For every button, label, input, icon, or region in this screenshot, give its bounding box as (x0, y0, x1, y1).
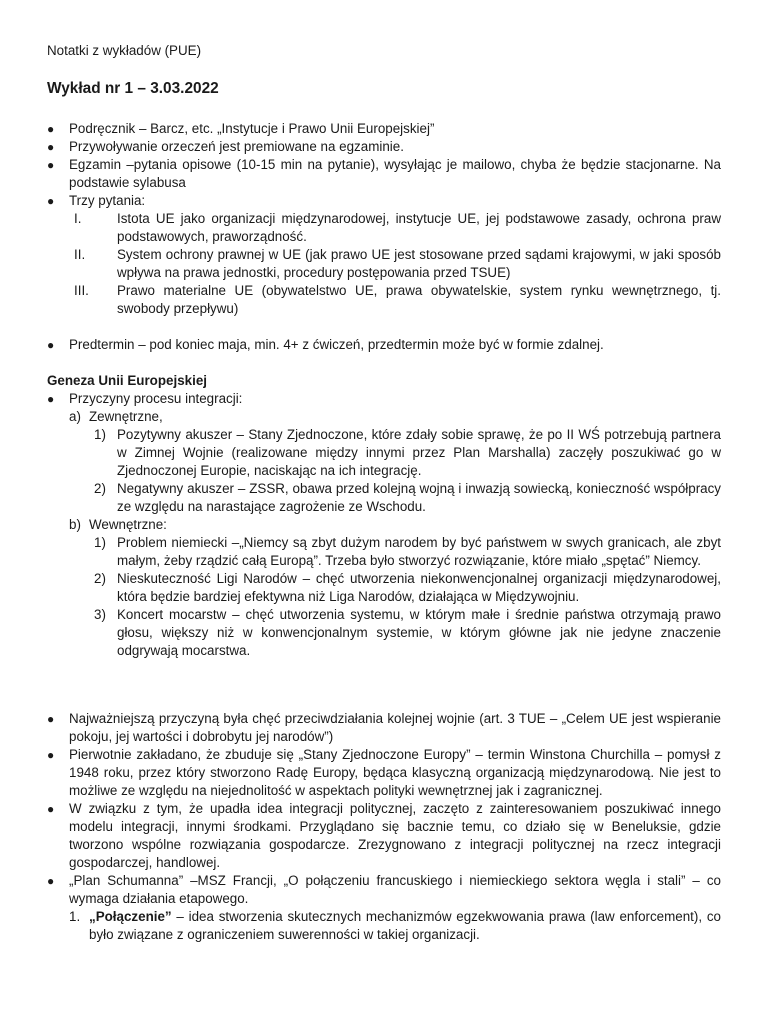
bullet-icon: ● (47, 712, 55, 726)
causes-list (47, 390, 721, 660)
bullet-icon: ● (47, 802, 55, 816)
history-bullet-list (47, 710, 721, 944)
step-item: 1. „Połączenie” – idea stworzenia skutecznych mechanizmów egzekwowania prawa (law enforcement), co było związane z ograniczeniem suwerenności w takiej organizacji. (69, 909, 721, 942)
bullet-icon: ● (47, 194, 55, 208)
predtermin-item: ● Predtermin – pod koniec maja, min. 4+ z ćwiczeń, przedtermin może być w formie zdalnej. (47, 337, 604, 352)
bullet-icon: ● (47, 140, 55, 154)
bullet-icon: ● (47, 158, 55, 172)
list-item: ● Najważniejszą przyczyną była chęć przeciwdziałania kolejnej wojnie (art. 3 TUE – „Celem UE jest wspieranie pokoju, jej wartości i dobrobytu jej narodów”) (47, 711, 721, 744)
question-item: II. System ochrony prawnej w UE (jak prawo UE jest stosowane przed sądami krajowymi, w jaki sposób wpływa na prawa jednostki, procedury postępowania przed TSUE) (74, 247, 721, 280)
list-item: 2) Nieskuteczność Ligi Narodów – chęć utworzenia niekonwencjonalnej organizacji międzynarodowej, która będzie bardziej efektywna niż Liga Narodów, działająca w Międzywojniu. (94, 571, 721, 604)
list-item: 2) Negatywny akuszer – ZSSR, obawa przed kolejną wojną i inwazją sowiecką, konieczność współpracy ze względu na narastające zagrożenie ze Wschodu. (94, 481, 721, 514)
list-item: ● Trzy pytania: (47, 193, 146, 208)
internal-causes: b) Wewnętrzne: (69, 517, 167, 532)
external-causes: a) Zewnętrzne, (69, 409, 163, 424)
list-item: 1) Problem niemiecki –„Niemcy są zbyt dużym narodem by być państwem w swych granicach, ale zbyt małym, żeby rządzić całą Europą”. Trzeba było stworzyć rozwiązanie, które miało „spętać” Niemcy. (94, 535, 721, 568)
list-item: 3) Koncert mocarstw – chęć utworzenia systemu, w którym małe i średnie państwa otrzymają prawo głosu, większy niż w konwencjonalnym systemie, w którym główne jak nie jedyne znaczenie odgrywają mocarstwa. (94, 607, 721, 658)
section-heading: Geneza Unii Europejskiej (47, 373, 207, 388)
list-item: ● Egzamin –pytania opisowe (10-15 min na pytanie), wysyłając je mailowo, chyba że będzie stacjonarne. Na podstawie sylabusa (47, 157, 721, 190)
list-item: ● Pierwotnie zakładano, że zbuduje się „Stany Zjednoczone Europy” – termin Winstona Churchilla – pomysł z 1948 roku, przez który stworzono Radę Europy, będąca klasyczną organizacją międzynarodową. Nie jest to możliwe ze względu na niejednolitość w aspektach polityki wewnętrznej jak i zagranicznej. (47, 747, 721, 798)
intro-bullet-list (47, 120, 721, 318)
lecture-title: Wykład nr 1 – 3.03.2022 (47, 80, 219, 97)
document-header: Notatki z wykładów (PUE) (47, 43, 202, 58)
bullet-icon: ● (47, 874, 55, 888)
bullet-icon: ● (47, 392, 55, 406)
step-term: „Połączenie” (89, 909, 172, 924)
list-item: 1) Pozytywny akuszer – Stany Zjednoczone, które zdały sobie sprawę, że po II WŚ potrzebują partnera w Zimnej Wojnie (realizowane między innymi przez Plan Marshalla) zaczęły poszukiwać go w Zjednoczonej Europie, naciskając na ich integrację. (94, 427, 721, 478)
step-text: – idea stworzenia skutecznych mechanizmów egzekwowania prawa (law enforcement), co było związane z ograniczeniem suwerenności w takiej organizacji. (89, 909, 721, 942)
list-item: ● Podręcznik – Barcz, etc. „Instytucje i Prawo Unii Europejskiej” (47, 121, 435, 136)
bullet-icon: ● (47, 748, 55, 762)
bullet-icon: ● (47, 338, 55, 352)
list-item: ● Przyczyny procesu integracji: (47, 391, 243, 406)
question-item: I. Istota UE jako organizacji międzynarodowej, instytucje UE, jej podstawowe zasady, ochrona praw podstawowych, praworządność. (74, 211, 721, 244)
bullet-icon: ● (47, 122, 55, 136)
list-item: ● Przywoływanie orzeczeń jest premiowane na egzaminie. (47, 139, 404, 154)
list-item: ● „Plan Schumanna” –MSZ Francji, „O połączeniu francuskiego i niemieckiego sektora węgla i stali” – co wymaga działania etapowego. (47, 873, 721, 906)
list-item: ● W związku z tym, że upadła idea integracji politycznej, zaczęto z zainteresowaniem poszukiwać innego modelu integracji, innymi środkami. Przyglądano się bacznie temu, co działo się w Beneluksie, gdzie tworzono wspólne rozwiązania gospodarcze. Zrezygnowano z integracji politycznej na rzecz integracji gospodarczej, handlowej. (47, 801, 721, 870)
question-item: III. Prawo materialne UE (obywatelstwo UE, prawa obywatelskie, system rynku wewnętrznego, tj. swobody przepływu) (74, 283, 721, 316)
